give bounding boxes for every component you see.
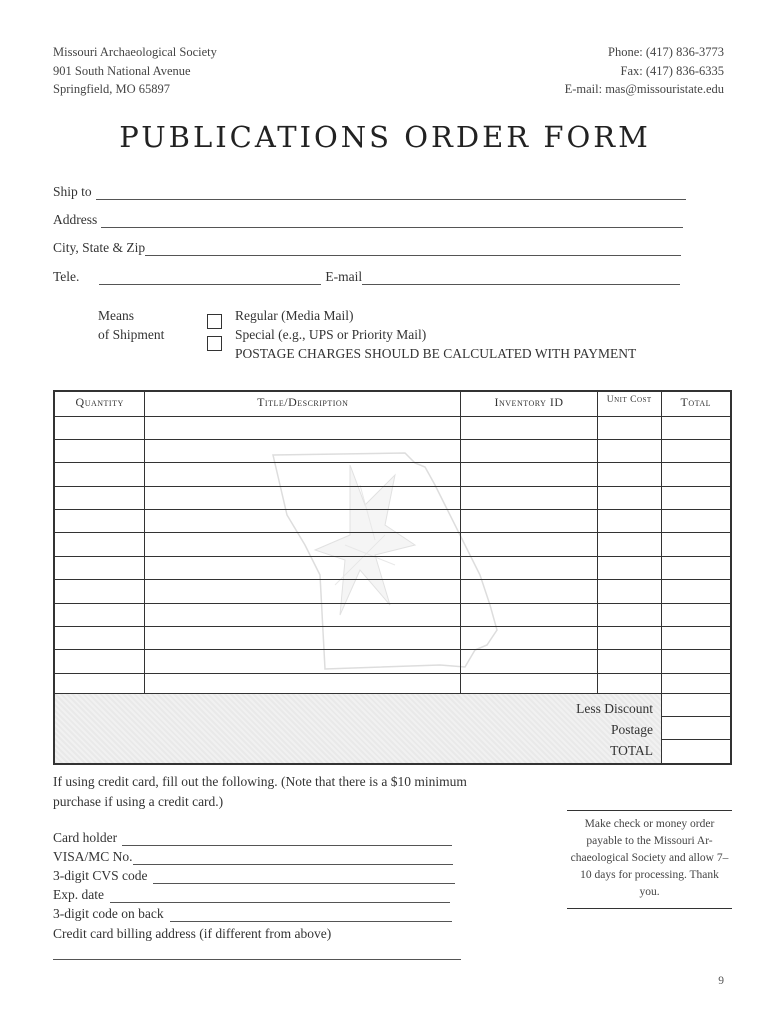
table-row xyxy=(54,627,731,650)
table-row xyxy=(54,556,731,579)
visa-mc-field[interactable] xyxy=(133,851,453,865)
description-cell[interactable] xyxy=(145,580,461,603)
total-cell[interactable] xyxy=(661,439,731,462)
shipment-label-line2: of Shipment xyxy=(98,327,165,342)
col-unit-cost: Unit Cost xyxy=(597,391,661,416)
org-address-block xyxy=(53,43,217,99)
email-field[interactable] xyxy=(362,271,680,285)
order-table xyxy=(53,390,732,698)
cvs-label: 3-digit CVS code xyxy=(53,868,148,883)
description-cell[interactable] xyxy=(145,533,461,556)
page-number: 9 xyxy=(718,975,724,987)
description-cell[interactable] xyxy=(145,486,461,509)
page-title: PUBLICATIONS ORDER FORM xyxy=(119,120,651,154)
total-cell[interactable] xyxy=(661,650,731,673)
tele-label: Tele. xyxy=(53,269,80,284)
total-cell[interactable] xyxy=(661,416,731,439)
quantity-cell[interactable] xyxy=(54,556,145,579)
table-row xyxy=(54,510,731,533)
billing-address-row xyxy=(53,926,331,942)
email-label: E-mail xyxy=(325,269,363,284)
quantity-cell[interactable] xyxy=(54,580,145,603)
total-label: TOTAL xyxy=(610,743,653,758)
unit-cost-cell[interactable] xyxy=(597,416,661,439)
org-name: Missouri Archaeological Society xyxy=(53,45,217,59)
table-row xyxy=(54,416,731,439)
table-row xyxy=(54,439,731,462)
unit-cost-cell[interactable] xyxy=(597,463,661,486)
address-row xyxy=(53,212,683,228)
quantity-cell[interactable] xyxy=(54,416,145,439)
inventory-id-cell[interactable] xyxy=(461,556,598,579)
ship-to-label: Ship to xyxy=(53,184,92,199)
inventory-id-cell[interactable] xyxy=(461,439,598,462)
col-total: Total xyxy=(661,391,731,416)
city-state-zip-field[interactable] xyxy=(145,242,681,256)
total-cell[interactable] xyxy=(661,533,731,556)
unit-cost-cell[interactable] xyxy=(597,486,661,509)
inventory-id-cell[interactable] xyxy=(461,533,598,556)
shipment-label-line1: Means xyxy=(98,308,134,323)
address-field[interactable] xyxy=(101,214,683,228)
col-inventory-id: Inventory ID xyxy=(461,391,598,416)
special-checkbox[interactable] xyxy=(207,336,222,351)
unit-cost-cell[interactable] xyxy=(597,510,661,533)
inventory-id-cell[interactable] xyxy=(461,463,598,486)
exp-date-row xyxy=(53,887,450,903)
card-holder-label: Card holder xyxy=(53,830,118,845)
code-back-label: 3-digit code on back xyxy=(53,906,164,921)
less-discount-field[interactable] xyxy=(662,694,730,717)
credit-card-intro: If using credit card, fill out the following. (Note that there is a $10 minimum purchase if using a credit card.) xyxy=(53,774,467,809)
inventory-id-cell[interactable] xyxy=(461,627,598,650)
description-cell[interactable] xyxy=(145,463,461,486)
quantity-cell[interactable] xyxy=(54,627,145,650)
tele-row xyxy=(53,269,680,285)
total-cell[interactable] xyxy=(661,627,731,650)
description-cell[interactable] xyxy=(145,650,461,673)
table-header-row xyxy=(54,391,731,416)
shipment-label xyxy=(98,306,164,344)
description-cell[interactable] xyxy=(145,556,461,579)
inventory-id-cell[interactable] xyxy=(461,510,598,533)
order-rows xyxy=(54,416,731,697)
table-row xyxy=(54,463,731,486)
contact-phone: Phone: (417) 836-3773 xyxy=(608,45,724,59)
quantity-cell[interactable] xyxy=(54,486,145,509)
quantity-cell[interactable] xyxy=(54,603,145,626)
table-row xyxy=(54,650,731,673)
card-holder-field[interactable] xyxy=(122,832,452,846)
unit-cost-cell[interactable] xyxy=(597,533,661,556)
description-cell[interactable] xyxy=(145,416,461,439)
org-street: 901 South National Avenue xyxy=(53,63,191,78)
ship-to-row xyxy=(53,184,686,200)
postage-note: POSTAGE CHARGES SHOULD BE CALCULATED WITH PAYMENT xyxy=(235,346,637,361)
col-title-description: Title/Description xyxy=(145,391,461,416)
inventory-id-cell[interactable] xyxy=(461,486,598,509)
address-label: Address xyxy=(53,212,98,227)
description-cell[interactable] xyxy=(145,510,461,533)
city-label: City, State & Zip xyxy=(53,240,146,255)
city-row xyxy=(53,240,681,256)
visa-mc-label: VISA/MC No. xyxy=(53,849,133,864)
table-row xyxy=(54,533,731,556)
unit-cost-cell[interactable] xyxy=(597,580,661,603)
visa-mc-row xyxy=(53,849,453,865)
quantity-cell[interactable] xyxy=(54,533,145,556)
total-cell[interactable] xyxy=(661,510,731,533)
code-back-row xyxy=(53,906,452,922)
description-cell[interactable] xyxy=(145,439,461,462)
org-city: Springfield, MO 65897 xyxy=(53,82,171,96)
regular-option-label: Regular (Media Mail) xyxy=(235,308,354,323)
exp-date-label: Exp. date xyxy=(53,887,104,902)
grand-total-field[interactable] xyxy=(662,740,730,763)
order-summary xyxy=(53,693,732,765)
total-cell[interactable] xyxy=(661,580,731,603)
payment-note: Make check or money order payable to the Missouri Ar-chaeological Society and allow 7–10 days for processing. Thank you. xyxy=(567,810,732,909)
quantity-cell[interactable] xyxy=(54,463,145,486)
cvs-row xyxy=(53,868,455,884)
card-holder-row xyxy=(53,830,452,846)
tele-field[interactable] xyxy=(99,271,321,285)
unit-cost-cell[interactable] xyxy=(597,603,661,626)
total-cell[interactable] xyxy=(661,556,731,579)
table-row xyxy=(54,486,731,509)
quantity-cell[interactable] xyxy=(54,510,145,533)
postage-label: Postage xyxy=(611,722,653,737)
total-cell[interactable] xyxy=(661,463,731,486)
inventory-id-cell[interactable] xyxy=(461,580,598,603)
ship-to-field[interactable] xyxy=(96,186,686,200)
contact-email: E-mail: mas@missouristate.edu xyxy=(564,82,724,96)
special-option-label: Special (e.g., UPS or Priority Mail) xyxy=(235,327,427,342)
quantity-cell[interactable] xyxy=(54,439,145,462)
unit-cost-cell[interactable] xyxy=(597,556,661,579)
summary-labels xyxy=(576,698,653,761)
inventory-id-cell[interactable] xyxy=(461,650,598,673)
summary-boxes xyxy=(661,694,730,763)
unit-cost-cell[interactable] xyxy=(597,650,661,673)
less-discount-label: Less Discount xyxy=(576,701,653,716)
unit-cost-cell[interactable] xyxy=(597,627,661,650)
quantity-cell[interactable] xyxy=(54,650,145,673)
exp-date-field[interactable] xyxy=(110,889,450,903)
cvs-field[interactable] xyxy=(153,870,455,884)
col-quantity: Quantity xyxy=(54,391,145,416)
total-cell[interactable] xyxy=(661,486,731,509)
contact-fax: Fax: (417) 836-6335 xyxy=(620,63,724,78)
code-back-field[interactable] xyxy=(170,908,452,922)
table-row xyxy=(54,580,731,603)
inventory-id-cell[interactable] xyxy=(461,416,598,439)
billing-address-label: Credit card billing address (if different from above) xyxy=(53,926,332,941)
description-cell[interactable] xyxy=(145,603,461,626)
table-row xyxy=(54,603,731,626)
total-cell[interactable] xyxy=(661,603,731,626)
description-cell[interactable] xyxy=(145,627,461,650)
contact-block xyxy=(565,43,724,99)
shipment-options xyxy=(235,306,636,363)
unit-cost-cell[interactable] xyxy=(597,439,661,462)
inventory-id-cell[interactable] xyxy=(461,603,598,626)
regular-checkbox[interactable] xyxy=(207,314,222,329)
billing-address-field[interactable] xyxy=(53,946,461,960)
postage-field[interactable] xyxy=(662,717,730,740)
